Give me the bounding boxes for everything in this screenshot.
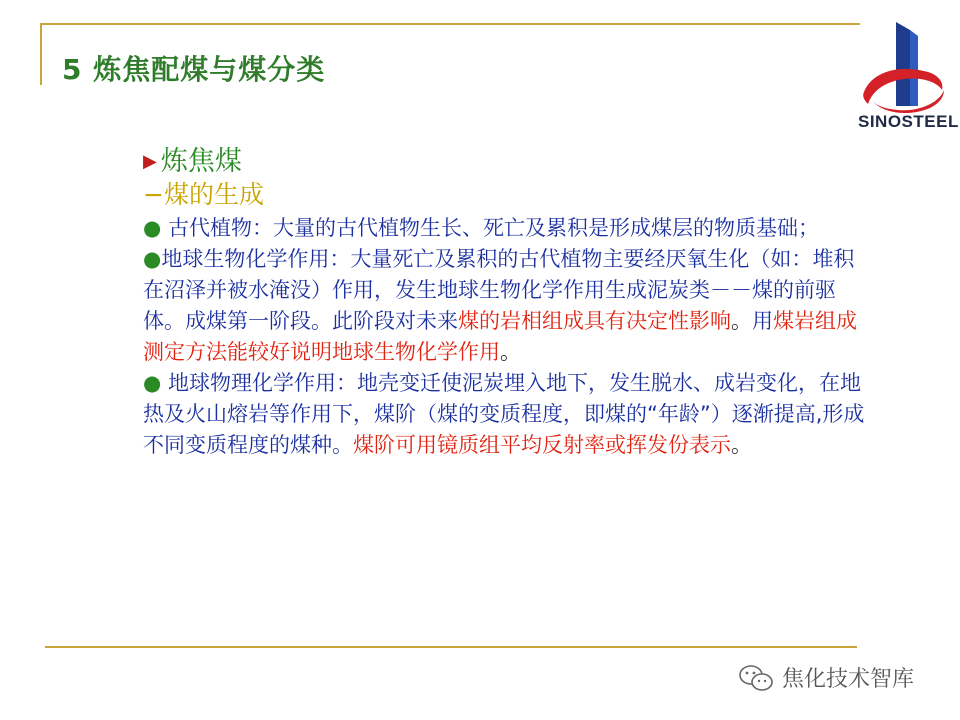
paragraph-biochemistry	[143, 244, 873, 368]
punctuation: 。	[731, 433, 752, 457]
paragraph-text: 用	[752, 309, 773, 333]
left-divider	[40, 23, 42, 85]
paragraph-physicochemistry	[143, 368, 873, 461]
logo-wordmark: SINOSTEEL	[858, 112, 959, 131]
punctuation: 。	[731, 309, 752, 333]
triangle-bullet-icon: ▶	[143, 151, 157, 172]
paragraph-ancient-plants	[143, 213, 873, 244]
watermark-text: 焦化技术智库	[782, 667, 915, 692]
slide-title: 5 炼焦配煤与煤分类	[62, 53, 326, 86]
paragraph-text: 地球物理化学作用：地壳变迁使泥炭埋入地下，发生脱水、成岩变化，在地热及火山熔岩等作用下，煤阶（煤的变质程度，即煤的“年龄”）逐渐提高,形成不同变质程度的煤种。	[143, 371, 865, 457]
bottom-divider	[45, 646, 857, 648]
body-text	[143, 213, 873, 461]
bullet-icon: ●	[143, 216, 162, 240]
section-heading	[143, 145, 873, 179]
top-divider	[40, 23, 860, 25]
wechat-watermark	[738, 662, 914, 693]
subsection-heading: −煤的生成	[143, 180, 264, 209]
paragraph-text: 地球生物化学作用：大量死亡及累积的古代植物主要经厌氧生化（如：堆积在沼泽并被水淹没）作用，发生地球生物化学作用生成泥炭类－－煤的前驱体。成煤第一阶段。此阶段对未来	[143, 247, 855, 333]
paragraph-text: 古代植物：大量的古代植物生长、死亡及累积是形成煤层的物质基础；	[161, 216, 820, 240]
highlight-text: 煤岩组成测定方法能较好说明地球生物化学作用	[143, 309, 857, 364]
highlight-text: 煤阶可用镜质组平均反射率或挥发份表示	[353, 433, 731, 457]
wechat-icon	[738, 663, 774, 693]
bullet-icon: ●	[143, 247, 162, 271]
punctuation: 。	[500, 340, 521, 364]
slide-content	[143, 145, 873, 461]
highlight-text: 煤的岩相组成具有决定性影响	[458, 309, 731, 333]
bullet-icon: ●	[143, 371, 162, 395]
section-heading-text: 炼焦煤	[160, 146, 242, 177]
